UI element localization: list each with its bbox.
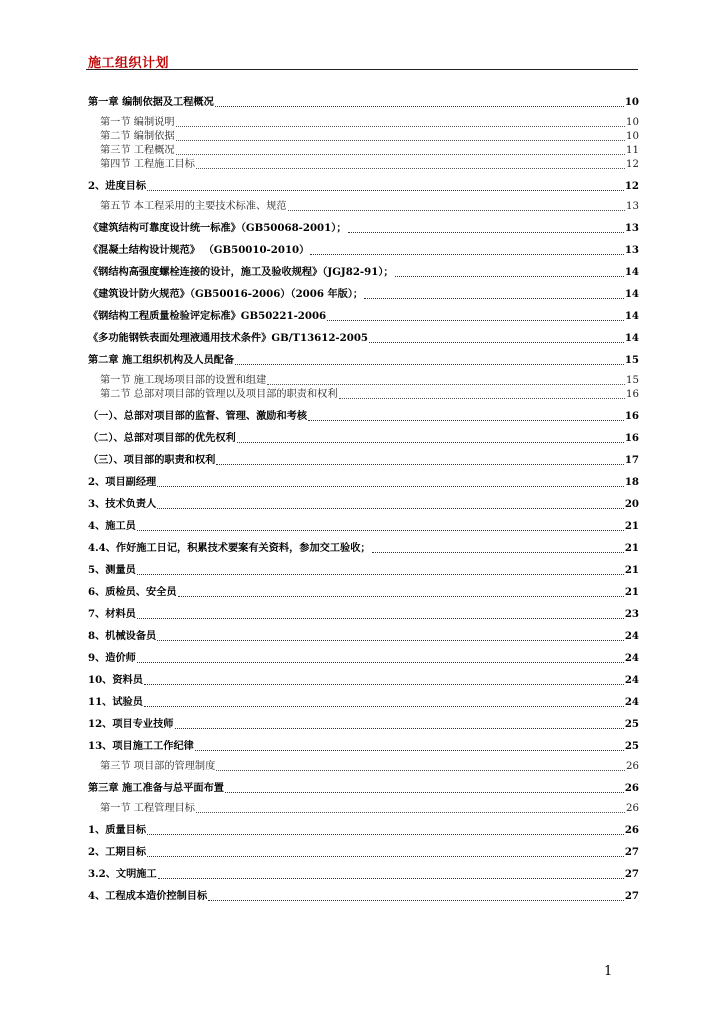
toc-entry-label: 第一节 编制说明 [100, 117, 175, 128]
toc-entry-label: 《建筑设计防火规范》（GB50016-2006）（2006 年版）； [88, 288, 364, 300]
toc-entry-label: 5、测量员 [88, 564, 136, 576]
toc-entry-label: 10、资料员 [88, 674, 143, 686]
dot-leader [137, 530, 624, 531]
toc-entry[interactable] [88, 283, 639, 305]
toc-entry[interactable] [88, 669, 639, 691]
toc-entry-page-number: 26 [624, 782, 639, 794]
toc-entry-page-number: 14 [624, 266, 639, 278]
toc-entry[interactable] [88, 559, 639, 581]
toc-subentry[interactable] [88, 388, 639, 402]
dot-leader [308, 420, 624, 421]
toc-entry-label: 7、材料员 [88, 608, 136, 620]
toc-entry-page-number: 16 [624, 410, 639, 422]
toc-entry[interactable] [88, 305, 639, 327]
toc-entry-label: 12、项目专业技师 [88, 718, 174, 730]
dot-leader [348, 232, 624, 233]
toc-entry[interactable] [88, 691, 639, 713]
toc-entry-label: 《钢结构工程质量检验评定标准》GB50221-2006 [88, 310, 327, 322]
toc-entry-label: 第二节 总部对项目部的管理以及项目部的职责和权利 [100, 389, 338, 400]
toc-entry[interactable] [88, 735, 639, 757]
toc-entry-page-number: 10 [624, 96, 639, 108]
toc-entry-label: 2、工期目标 [88, 846, 147, 858]
toc-entry-page-number: 14 [624, 332, 639, 344]
dot-leader [137, 662, 624, 663]
toc-entry-page-number: 25 [624, 718, 639, 730]
toc-entry-page-number: 24 [624, 674, 639, 686]
table-of-contents [88, 91, 639, 907]
toc-entry-page-number: 26 [626, 761, 639, 772]
toc-entry[interactable] [88, 349, 639, 371]
toc-entry-page-number: 21 [624, 586, 639, 598]
toc-entry-label: 第三节 项目部的管理制度 [100, 761, 216, 772]
toc-entry-page-number: 20 [624, 498, 639, 510]
toc-subentry[interactable] [88, 802, 639, 816]
toc-entry[interactable] [88, 625, 639, 647]
toc-entry-label: 第三节 工程概况 [100, 145, 175, 156]
toc-entry[interactable] [88, 777, 639, 799]
document-header-title: 施工组织计划 [88, 56, 170, 71]
dot-leader [144, 684, 624, 685]
toc-entry-page-number: 13 [626, 201, 639, 212]
toc-entry-page-number: 24 [624, 696, 639, 708]
dot-leader [157, 508, 624, 509]
toc-entry-page-number: 21 [624, 564, 639, 576]
dot-leader [178, 596, 624, 597]
dot-leader [144, 706, 624, 707]
toc-entry-page-number: 13 [624, 244, 639, 256]
toc-entry-label: 8、机械设备员 [88, 630, 157, 642]
toc-entry[interactable] [88, 603, 639, 625]
toc-entry-label: 第二章 施工组织机构及人员配备 [88, 354, 235, 366]
toc-entry[interactable] [88, 819, 639, 841]
toc-entry[interactable] [88, 713, 639, 735]
toc-entry-label: 第三章 施工准备与总平面布置 [88, 782, 224, 794]
toc-subentry[interactable] [88, 158, 639, 172]
dot-leader [235, 364, 624, 365]
toc-entry-page-number: 24 [624, 630, 639, 642]
toc-entry-label: 《建筑结构可靠度设计统一标准》（GB50068-2001）； [88, 222, 347, 234]
toc-entry-label: 第一节 施工现场项目部的设置和组建 [100, 375, 267, 386]
dot-leader [137, 574, 624, 575]
toc-entry-label: 4、施工员 [88, 520, 136, 532]
toc-entry-label: 3.2、文明施工 [88, 868, 157, 880]
toc-entry-label: 1、质量目标 [88, 824, 147, 836]
toc-entry[interactable] [88, 581, 639, 603]
dot-leader [288, 210, 625, 211]
toc-entry-label: 6、质检员、安全员 [88, 586, 177, 598]
dot-leader [196, 168, 625, 169]
toc-entry-page-number: 26 [624, 824, 639, 836]
dot-leader [176, 154, 625, 155]
toc-entry-page-number: 27 [624, 846, 639, 858]
toc-entry-page-number: 26 [626, 803, 639, 814]
toc-entry-page-number: 17 [624, 454, 639, 466]
dot-leader [395, 276, 624, 277]
toc-entry-page-number: 23 [624, 608, 639, 620]
toc-entry[interactable] [88, 863, 639, 885]
toc-entry-page-number: 11 [626, 145, 639, 156]
dot-leader [267, 384, 625, 385]
dot-leader [216, 464, 623, 465]
toc-entry-label: 第一节 工程管理目标 [100, 803, 195, 814]
page-number: 1 [604, 964, 613, 979]
toc-subentry[interactable] [88, 200, 639, 214]
toc-entry-page-number: 15 [624, 354, 639, 366]
toc-entry[interactable] [88, 537, 639, 559]
toc-entry[interactable] [88, 239, 639, 261]
dot-leader [147, 834, 624, 835]
toc-entry-page-number: 13 [624, 222, 639, 234]
dot-leader [196, 812, 625, 813]
toc-entry-page-number: 18 [624, 476, 639, 488]
toc-entry[interactable] [88, 515, 639, 537]
toc-entry-label: 第一章 编制依据及工程概况 [88, 96, 214, 108]
toc-entry-label: 4、工程成本造价控制目标 [88, 890, 208, 902]
dot-leader [215, 106, 624, 107]
toc-entry-label: 2、项目副经理 [88, 476, 157, 488]
toc-entry[interactable] [88, 405, 639, 427]
toc-subentry[interactable] [88, 760, 639, 774]
dot-leader [157, 640, 624, 641]
toc-entry[interactable] [88, 841, 639, 863]
toc-entry-page-number: 10 [626, 131, 639, 142]
toc-entry-label: 第四节 工程施工目标 [100, 159, 195, 170]
dot-leader [176, 140, 625, 141]
toc-entry-label: （一）、总部对项目部的监督、管理、激励和考核 [88, 410, 308, 422]
dot-leader [225, 792, 624, 793]
toc-entry[interactable] [88, 449, 639, 471]
toc-entry-page-number: 16 [624, 432, 639, 444]
toc-entry-label: （三）、项目部的职责和权利 [88, 454, 216, 466]
toc-subentry[interactable] [88, 130, 639, 144]
toc-entry-page-number: 14 [624, 288, 639, 300]
toc-entry[interactable] [88, 427, 639, 449]
toc-entry[interactable] [88, 91, 639, 113]
dot-leader [327, 320, 624, 321]
toc-entry-label: 第二节 编制依据 [100, 131, 175, 142]
toc-entry-page-number: 24 [624, 652, 639, 664]
toc-entry-page-number: 14 [624, 310, 639, 322]
toc-entry-page-number: 12 [626, 159, 639, 170]
toc-entry-page-number: 27 [624, 890, 639, 902]
dot-leader [176, 126, 625, 127]
toc-entry-label: 《钢结构高强度螺栓连接的设计，施工及验收规程》（JGJ82-91）； [88, 266, 394, 278]
toc-entry-label: 第五节 本工程采用的主要技术标准、规范 [100, 201, 287, 212]
toc-entry[interactable] [88, 261, 639, 283]
toc-entry-label: 13、项目施工工作纪律 [88, 740, 194, 752]
dot-leader [175, 728, 624, 729]
dot-leader [339, 398, 625, 399]
toc-entry-label: 4.4、作好施工日记，积累技术要案有关资料，参加交工验收； [88, 542, 371, 554]
toc-entry[interactable] [88, 327, 639, 349]
dot-leader [137, 618, 624, 619]
toc-entry-page-number: 25 [624, 740, 639, 752]
header-divider [86, 69, 638, 70]
toc-entry[interactable] [88, 471, 639, 493]
toc-entry-page-number: 21 [624, 542, 639, 554]
toc-entry-page-number: 10 [626, 117, 639, 128]
dot-leader [158, 878, 624, 879]
toc-entry-page-number: 21 [624, 520, 639, 532]
toc-entry-label: 《混凝土结构设计规范》 （GB50010-2010） [88, 244, 310, 256]
toc-entry-label: 《多功能钢铁表面处理液通用技术条件》GB/T13612-2005 [88, 332, 369, 344]
toc-entry[interactable] [88, 647, 639, 669]
toc-entry-label: 11、试验员 [88, 696, 143, 708]
toc-entry-label: 3、技术负责人 [88, 498, 157, 510]
toc-subentry[interactable] [88, 374, 639, 388]
dot-leader [369, 342, 624, 343]
toc-entry[interactable] [88, 493, 639, 515]
dot-leader [310, 254, 623, 255]
toc-entry-label: 9、造价师 [88, 652, 136, 664]
toc-entry-page-number: 15 [626, 375, 639, 386]
toc-entry[interactable] [88, 175, 639, 197]
dot-leader [208, 900, 624, 901]
toc-entry-label: 2、进度目标 [88, 180, 147, 192]
toc-entry-page-number: 27 [624, 868, 639, 880]
dot-leader [216, 770, 625, 771]
toc-entry-page-number: 16 [626, 389, 639, 400]
dot-leader [237, 442, 624, 443]
toc-entry[interactable] [88, 885, 639, 907]
toc-subentry[interactable] [88, 116, 639, 130]
toc-subentry[interactable] [88, 144, 639, 158]
toc-entry-page-number: 12 [624, 180, 639, 192]
dot-leader [157, 486, 624, 487]
dot-leader [372, 552, 624, 553]
dot-leader [147, 190, 624, 191]
dot-leader [195, 750, 624, 751]
dot-leader [147, 856, 624, 857]
toc-entry[interactable] [88, 217, 639, 239]
dot-leader [364, 298, 624, 299]
toc-entry-label: （二）、总部对项目部的优先权利 [88, 432, 236, 444]
